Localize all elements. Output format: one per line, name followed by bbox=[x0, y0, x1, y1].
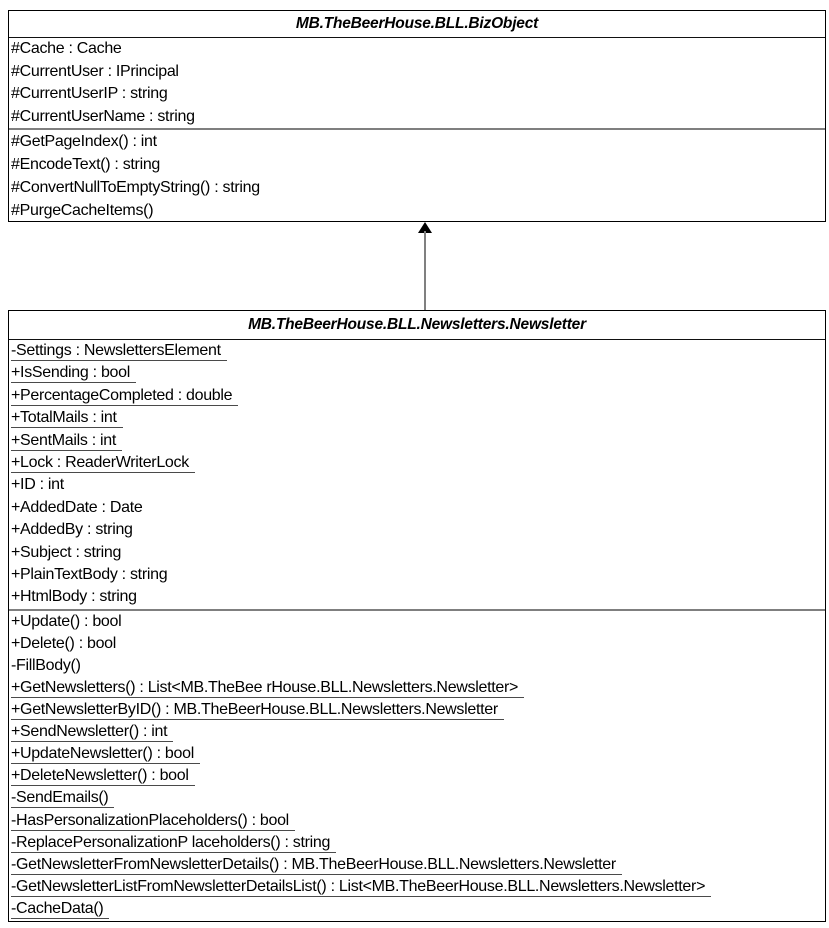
method-row bbox=[9, 876, 825, 898]
class-box-newsletter bbox=[8, 310, 826, 922]
methods-section-newsletter bbox=[9, 611, 825, 920]
member-text: -HasPersonalizationPlaceholders() : bool bbox=[11, 812, 295, 831]
member-text: +Delete() : bool bbox=[11, 634, 117, 652]
member-text: +GetNewsletters() : List<MB.TheBee rHouse.BLL.Newsletters.Newsletter> bbox=[11, 679, 524, 698]
member-text: #Cache : Cache bbox=[11, 40, 122, 57]
member-text: -ReplacePersonalizationP laceholders() : string bbox=[11, 834, 336, 853]
method-row bbox=[9, 153, 825, 176]
field-row bbox=[9, 586, 825, 608]
method-row bbox=[9, 130, 825, 153]
member-text: +AddedBy : string bbox=[11, 521, 133, 539]
member-text: #CurrentUserIP : string bbox=[11, 85, 168, 102]
method-row bbox=[9, 677, 825, 699]
method-row bbox=[9, 611, 825, 633]
method-row bbox=[9, 655, 825, 677]
member-text: #GetPageIndex() : int bbox=[11, 133, 157, 150]
member-text: +Subject : string bbox=[11, 543, 122, 561]
inheritance-arrow-line bbox=[424, 231, 426, 310]
field-row bbox=[9, 83, 825, 106]
method-row bbox=[9, 721, 825, 743]
member-text: +ID : int bbox=[11, 476, 64, 494]
member-text: #CurrentUserName : string bbox=[11, 107, 195, 125]
member-text: +SentMails : int bbox=[11, 432, 122, 451]
member-text: #PurgeCacheItems() bbox=[11, 202, 154, 219]
method-row bbox=[9, 699, 825, 721]
field-row bbox=[9, 407, 825, 429]
class-title-bizobject: MB.TheBeerHouse.BLL.BizObject bbox=[9, 11, 825, 38]
member-text: #EncodeText() : string bbox=[11, 156, 161, 173]
member-text: +SendNewsletter() : int bbox=[11, 723, 173, 742]
class-box-bizobject bbox=[8, 10, 826, 222]
field-row bbox=[9, 497, 825, 519]
member-text: +PercentageCompleted : double bbox=[11, 387, 238, 406]
member-text: -FillBody() bbox=[11, 656, 81, 674]
member-text: +HtmlBody : string bbox=[11, 588, 137, 606]
field-row bbox=[9, 38, 825, 61]
method-row bbox=[9, 832, 825, 854]
field-row bbox=[9, 452, 825, 474]
member-text: -SendEmails() bbox=[11, 789, 114, 808]
member-text: #CurrentUser : IPrincipal bbox=[11, 62, 179, 80]
method-row bbox=[9, 743, 825, 765]
member-text: +AddedDate : Date bbox=[11, 498, 143, 516]
field-row bbox=[9, 61, 825, 84]
field-row bbox=[9, 106, 825, 129]
member-text: -CacheData() bbox=[11, 900, 109, 919]
member-text: +IsSending : bool bbox=[11, 364, 136, 383]
method-row bbox=[9, 898, 825, 920]
method-row bbox=[9, 854, 825, 876]
method-row bbox=[9, 176, 825, 199]
member-text: -GetNewsletterFromNewsletterDetails() : MB.TheBeerHouse.BLL.Newsletters.Newsletter bbox=[11, 856, 622, 875]
class-title-newsletter: MB.TheBeerHouse.BLL.Newsletters.Newsletter bbox=[9, 311, 825, 340]
field-row bbox=[9, 474, 825, 496]
member-text: +GetNewsletterByID() : MB.TheBeerHouse.BLL.Newsletters.Newsletter bbox=[11, 701, 504, 720]
member-text: +TotalMails : int bbox=[11, 409, 123, 428]
member-text: +Lock : ReaderWriterLock bbox=[11, 454, 195, 473]
method-row bbox=[9, 765, 825, 787]
field-row bbox=[9, 362, 825, 384]
method-row bbox=[9, 787, 825, 809]
fields-section-bizobject bbox=[9, 38, 825, 130]
member-text: -GetNewsletterListFromNewsletterDetailsList() : List<MB.TheBeerHouse.BLL.Newsletters.Newsletter> bbox=[11, 878, 711, 897]
method-row bbox=[9, 633, 825, 655]
field-row bbox=[9, 542, 825, 564]
field-row bbox=[9, 519, 825, 541]
method-row bbox=[9, 199, 825, 222]
member-text: #ConvertNullToEmptyString() : string bbox=[11, 179, 260, 196]
member-text: +UpdateNewsletter() : bool bbox=[11, 745, 200, 764]
field-row bbox=[9, 340, 825, 362]
member-text: -Settings : NewslettersElement bbox=[11, 342, 227, 361]
field-row bbox=[9, 385, 825, 407]
member-text: +PlainTextBody : string bbox=[11, 565, 168, 583]
methods-section-bizobject bbox=[9, 130, 825, 222]
field-row bbox=[9, 430, 825, 452]
fields-section-newsletter bbox=[9, 340, 825, 611]
method-row bbox=[9, 810, 825, 832]
member-text: +Update() : bool bbox=[11, 612, 122, 630]
field-row bbox=[9, 564, 825, 586]
member-text: +DeleteNewsletter() : bool bbox=[11, 767, 195, 786]
